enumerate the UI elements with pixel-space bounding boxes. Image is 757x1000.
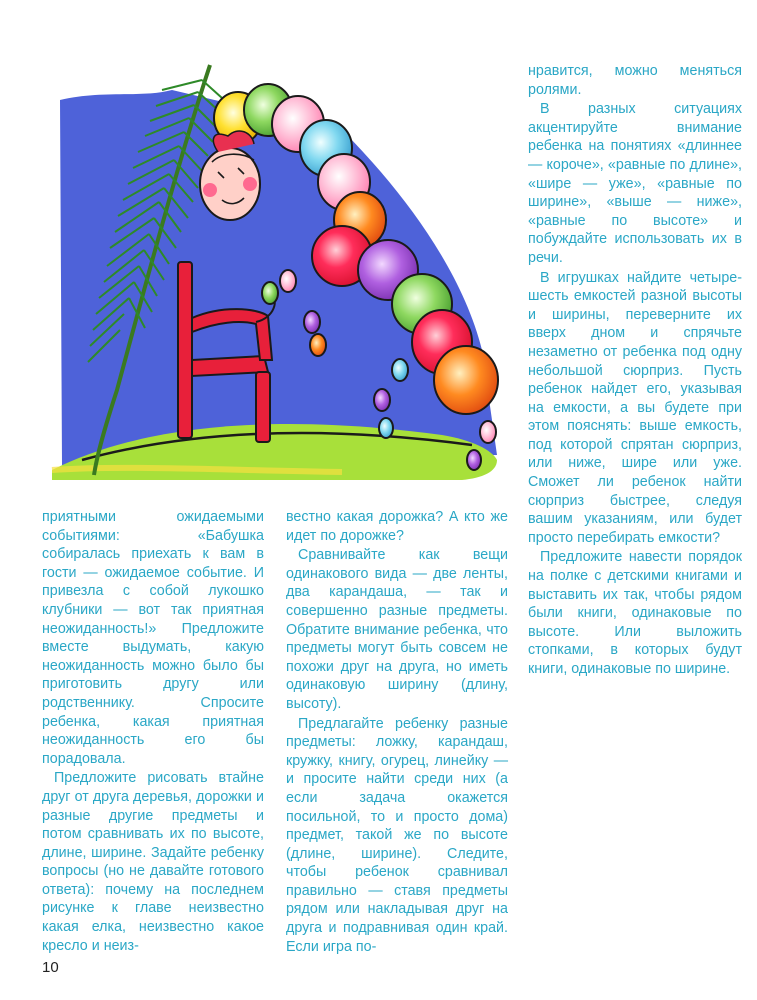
paragraph: Предложите рисовать втайне друг от друга деревья, дорожки и разные другие предметы и потом сравнивать их по высоте, длине, ширине. Задайте ребенку вопросы (но не давайте готового ответа): почему на последнем рисунке к главе неизвестно какая елка, неизвестно какое кресло и неиз- <box>42 770 264 954</box>
text-column-1 <box>42 508 264 955</box>
page-number: 10 <box>42 959 59 976</box>
paragraph: нравится, можно меняться ролями. <box>528 63 742 98</box>
paragraph: В игрушках найдите четыре-шесть емкостей разной высоты и ширины, переверните их вверх дном и спрячьте незаметно от ребенка под одну небольшой сюрприз. Пусть ребенок найдет его, указывая на емкости, а вы будете при этом пояснять: выше емкость, под которой спрятан сюрприз, или ниже, шире или уже. Сможет ли ребенок найти сюрприз быстрее, следуя вашим указаниям, или будет просто перебирать емкости? <box>528 269 742 546</box>
paragraph: приятными ожидаемыми событиями: «Бабушка собиралась приехать к вам в гости — ожидаемое событие. И привезла с собой лукошко клубники — вот так приятная неожиданность!» Предложите вместе выдумать, какую неожиданность можно было бы приготовить другу или родственнику. Спросите ребенка, какая приятная неожиданность его бы порадовала. <box>42 509 264 767</box>
text-column-3 <box>528 62 742 679</box>
paragraph: вестно какая дорожка? А кто же идет по дорожке? <box>286 509 508 544</box>
paragraph: Сравнивайте как вещи одинакового вида — две ленты, два карандаша, — так и совершенно разные предметы. Обратите внимание ребенка, что предметы могут быть совсем не похожи друг на друга, но иметь одинаковую ширину (длину, высоту). <box>286 547 508 712</box>
caterpillar-illustration <box>42 60 510 490</box>
paragraph: Предложите навести порядок на полке с детскими книгами и выставить их так, чтобы рядом были книги, одинаковые по высоте. Или выложить стопками, в которых будут книги, одинаковые по ширине. <box>528 549 742 677</box>
paragraph: Предлагайте ребенку разные предметы: ложку, карандаш, кружку, книгу, огурец, линейку — и просите найти среди них (а если задача окажется посильной, то и просто дома) предмет, такой же по высоте (длине, ширине). Следите, чтобы ребенок сравнивал правильно — ставя предметы рядом или накладывая друг на друга и подравнивая один край. Если игра по- <box>286 715 508 955</box>
text-column-2 <box>286 508 508 956</box>
paragraph: В разных ситуациях акцентируйте внимание ребенка на понятиях «длиннее — короче», «равные по длине», «шире — уже», «равные по ширине», «выше — ниже», «равные по высоте» и побуждайте использовать их в речи. <box>528 101 742 266</box>
